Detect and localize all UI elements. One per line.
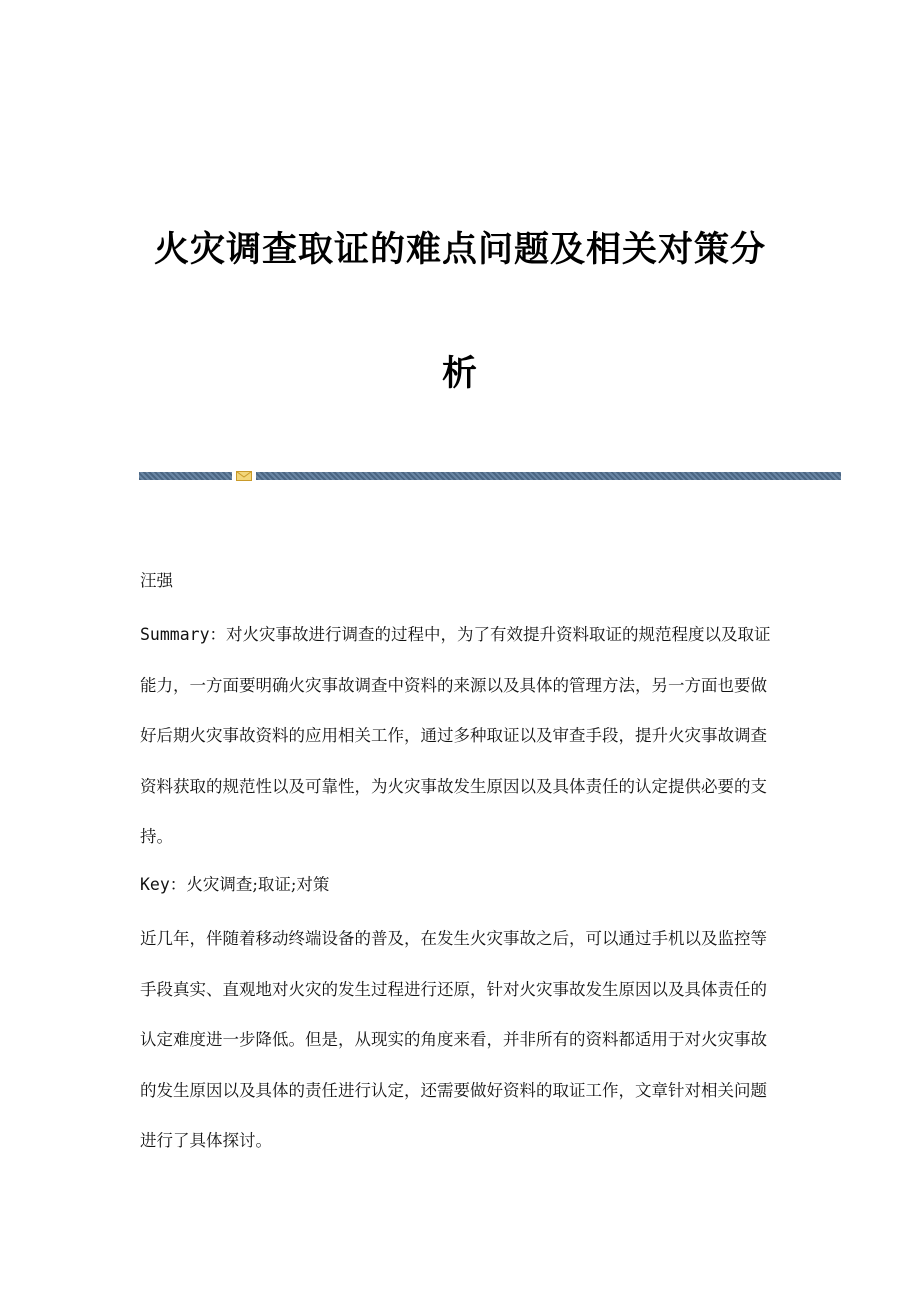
- keywords-text: 火灾调查;取证;对策: [186, 875, 330, 894]
- author-name: 汪强: [140, 571, 173, 590]
- divider-bar-left: [139, 472, 232, 480]
- keywords-line: [140, 860, 782, 911]
- section-divider: [139, 470, 841, 482]
- intro-paragraph: 近几年，伴随着移动终端设备的普及，在发生火灾事故之后，可以通过手机以及监控等手段真实、直观地对火灾的发生过程进行还原，针对火灾事故发生原因以及具体责任的认定难度进一步降低。但是，从现实的角度来看，并非所有的资料都适用于对火灾事故的发生原因以及具体的责任进行认定，还需要做好资料的取证工作，文章针对相关问题进行了具体探讨。: [140, 929, 767, 1150]
- document-title: 火灾调查取证的难点问题及相关对策分析: [153, 230, 766, 394]
- summary-paragraph: [140, 610, 782, 863]
- keywords-label: Key：: [140, 875, 187, 894]
- envelope-icon: [236, 470, 252, 482]
- divider-bar-right: [256, 472, 841, 480]
- summary-label: Summary：: [140, 625, 227, 644]
- summary-text: 对火灾事故进行调查的过程中，为了有效提升资料取证的规范程度以及取证能力，一方面要明确火灾事故调查中资料的来源以及具体的管理方法，另一方面也要做好后期火灾事故资料的应用相关工作，通过多种取证以及审查手段，提升火灾事故调查资料获取的规范性以及可靠性，为火灾事故发生原因以及具体责任的认定提供必要的支持。: [140, 625, 771, 846]
